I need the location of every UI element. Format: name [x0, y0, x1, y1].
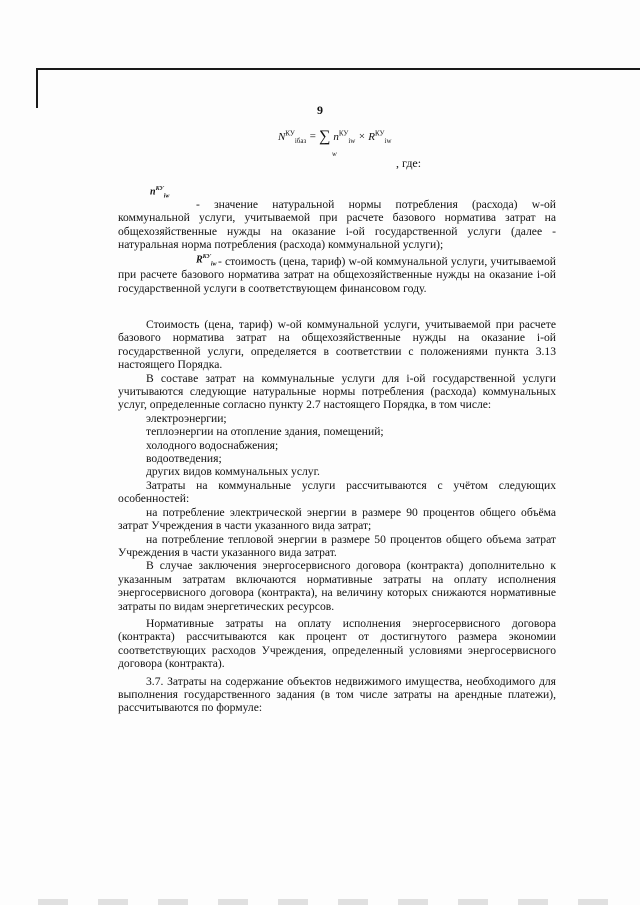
formula — [278, 128, 392, 158]
formula-where: , где: — [396, 156, 422, 170]
sum-index: w — [332, 150, 337, 158]
definition-n-text: - значение натуральной нормы потребления (расхода) w-ой коммунальной услуги, учитываемой при расчете базового норматива затрат на общехозяйственные нужды на оказание i-ой государственной услуги (далее - натуральная норма потребления (расхода) коммунальной услуги); — [118, 198, 556, 252]
paragraph-features: Затраты на коммунальные услуги рассчитываются с учётом следующих особенностей: — [118, 478, 556, 506]
paragraph-heat: на потребление тепловой энергии в размере 50 процентов общего объема затрат Учреждения в части указанного вида затрат. — [118, 532, 556, 559]
paragraph-composition: В составе затрат на коммунальные услуги для i-ой государственной услуги учитываются следующие натуральные нормы потребления (расхода) коммунальных услуг, определенные согласно пункту 2.7 настоящего Порядка, в том числе: — [118, 371, 556, 412]
list-item: других видов коммунальных услуг. — [146, 465, 320, 479]
symbol-r: $R^{КУ}_{iw}$ — [196, 254, 217, 268]
formula-lhs: $N^{КУ}_{iбаз}$ — [278, 128, 307, 145]
scan-border-left — [36, 68, 38, 108]
sum-sign: ∑ — [319, 128, 331, 145]
definition-r — [118, 255, 556, 295]
definition-r-text: - стоимость (цена, тариф) w-ой коммунальной услуги, учитываемой при расчете базового норматива затрат на общехозяйственные нужды на оказание i-ой государственной услуги в соответствующем финансовом году. — [118, 255, 556, 295]
symbol-n: $n^{КУ}_{iw}$ — [150, 186, 170, 200]
paragraph-electricity: на потребление электрической энергии в размере 90 процентов общего объёма затрат Учреждения в части указанного вида затрат; — [118, 505, 556, 533]
list-item: водоотведения; — [146, 452, 222, 466]
paragraph-tariff: Стоимость (цена, тариф) w-ой коммунальной услуги, учитываемой при расчете базового норматива затрат на общехозяйственные нужды на оказание i-ой государственной услуги, определяется в соответствии с положениями пункта 3.13 настоящего Порядка. — [118, 318, 556, 372]
formula-term-r: $R^{КУ}_{iw}$ — [368, 128, 392, 145]
formula-equals: = — [308, 130, 317, 143]
list-item: теплоэнергии на отопление здания, помещений; — [146, 425, 384, 439]
scan-border-top — [36, 68, 640, 70]
paragraph-contract-costs: Нормативные затраты на оплату исполнения энергосервисного договора (контракта) рассчитываются как процент от достигнутого размера экономии соответствующих расходов Учреждения, определенный условиями энергосервисного договора (контракта). — [118, 616, 556, 671]
paragraph-energy-contract: В случае заключения энергосервисного договора (контракта) дополнительно к указанным затратам включаются нормативные затраты на оплату исполнения энергосервисного договора (контракта), на величину которых снижаются нормативные затраты по видам энергетических ресурсов. — [118, 559, 556, 613]
formula-term-n: $n^{КУ}_{iw}$ — [333, 128, 356, 145]
list-item: электроэнергии; — [146, 411, 227, 425]
body-text — [118, 318, 556, 715]
page-number: 9 — [317, 103, 323, 117]
scan-artifact — [38, 899, 638, 905]
paragraph-real-estate: 3.7. Затраты на содержание объектов недвижимого имущества, необходимого для выполнения государственного задания (в том числе затраты на арендные платежи), рассчитываются по формуле: — [118, 674, 556, 715]
list-item: холодного водоснабжения; — [146, 438, 279, 452]
definition-n — [118, 198, 556, 252]
formula-times: × — [358, 130, 366, 143]
